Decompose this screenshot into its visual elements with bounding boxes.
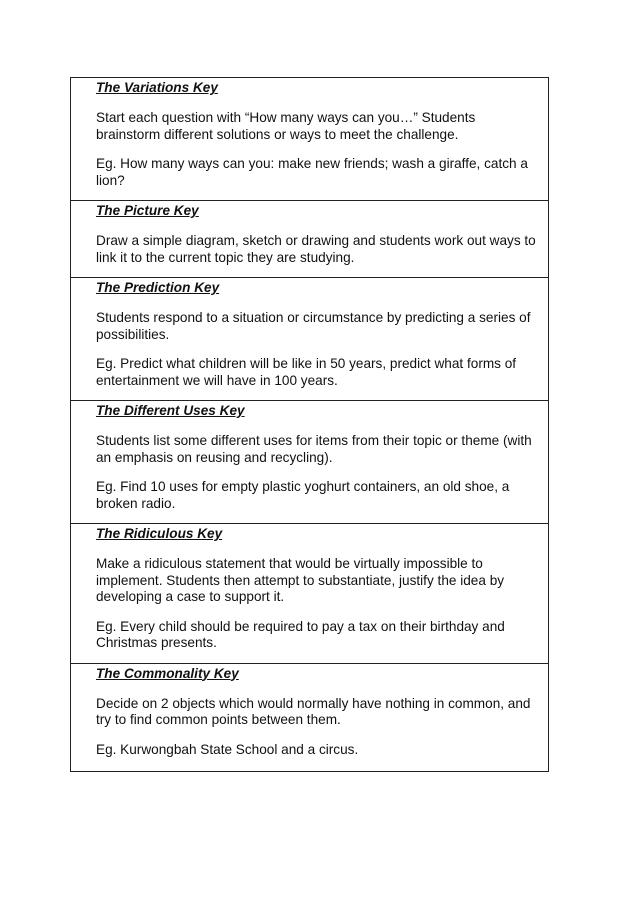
key-example: Eg. Kurwongbah State School and a circus. bbox=[96, 741, 359, 757]
key-title: The Variations Key bbox=[96, 80, 218, 95]
key-section-prediction bbox=[71, 278, 548, 401]
key-description: Students list some different uses for items from their topic or theme (with an emphasis on reusing and recycling). bbox=[96, 433, 532, 465]
key-example: Eg. Predict what children will be like in 50 years, predict what forms of entertainment we will have in 100 years. bbox=[96, 356, 517, 388]
key-title: The Different Uses Key bbox=[96, 403, 245, 418]
key-title: The Prediction Key bbox=[96, 280, 220, 295]
key-section-picture bbox=[71, 201, 548, 278]
thinking-keys-table bbox=[70, 77, 549, 772]
key-description: Decide on 2 objects which would normally have nothing in common, and try to find common points between them. bbox=[96, 695, 531, 727]
key-example: Eg. Find 10 uses for empty plastic yoghurt containers, an old shoe, a broken radio. bbox=[96, 479, 510, 511]
key-example: Eg. How many ways can you: make new friends; wash a giraffe, catch a lion? bbox=[96, 156, 528, 188]
key-title: The Commonality Key bbox=[96, 665, 239, 681]
key-section-commonality bbox=[71, 664, 548, 772]
key-title: The Picture Key bbox=[96, 203, 199, 218]
key-description: Students respond to a situation or circumstance by predicting a series of possibilities. bbox=[96, 310, 531, 342]
key-description: Start each question with “How many ways can you…” Students brainstorm different solutions or ways to meet the challenge. bbox=[96, 110, 476, 142]
key-section-different-uses bbox=[71, 401, 548, 524]
key-example: Eg. Every child should be required to pay a tax on their birthday and Christmas presents. bbox=[96, 618, 505, 650]
key-section-ridiculous bbox=[71, 524, 548, 664]
key-section-variations bbox=[71, 78, 548, 201]
key-description: Make a ridiculous statement that would be virtually impossible to implement. Students then attempt to substantiate, justify the idea by developing a case to support it. bbox=[96, 556, 505, 604]
key-description: Draw a simple diagram, sketch or drawing and students work out ways to link it to the current topic they are studying. bbox=[96, 233, 536, 265]
key-title: The Ridiculous Key bbox=[96, 526, 223, 541]
